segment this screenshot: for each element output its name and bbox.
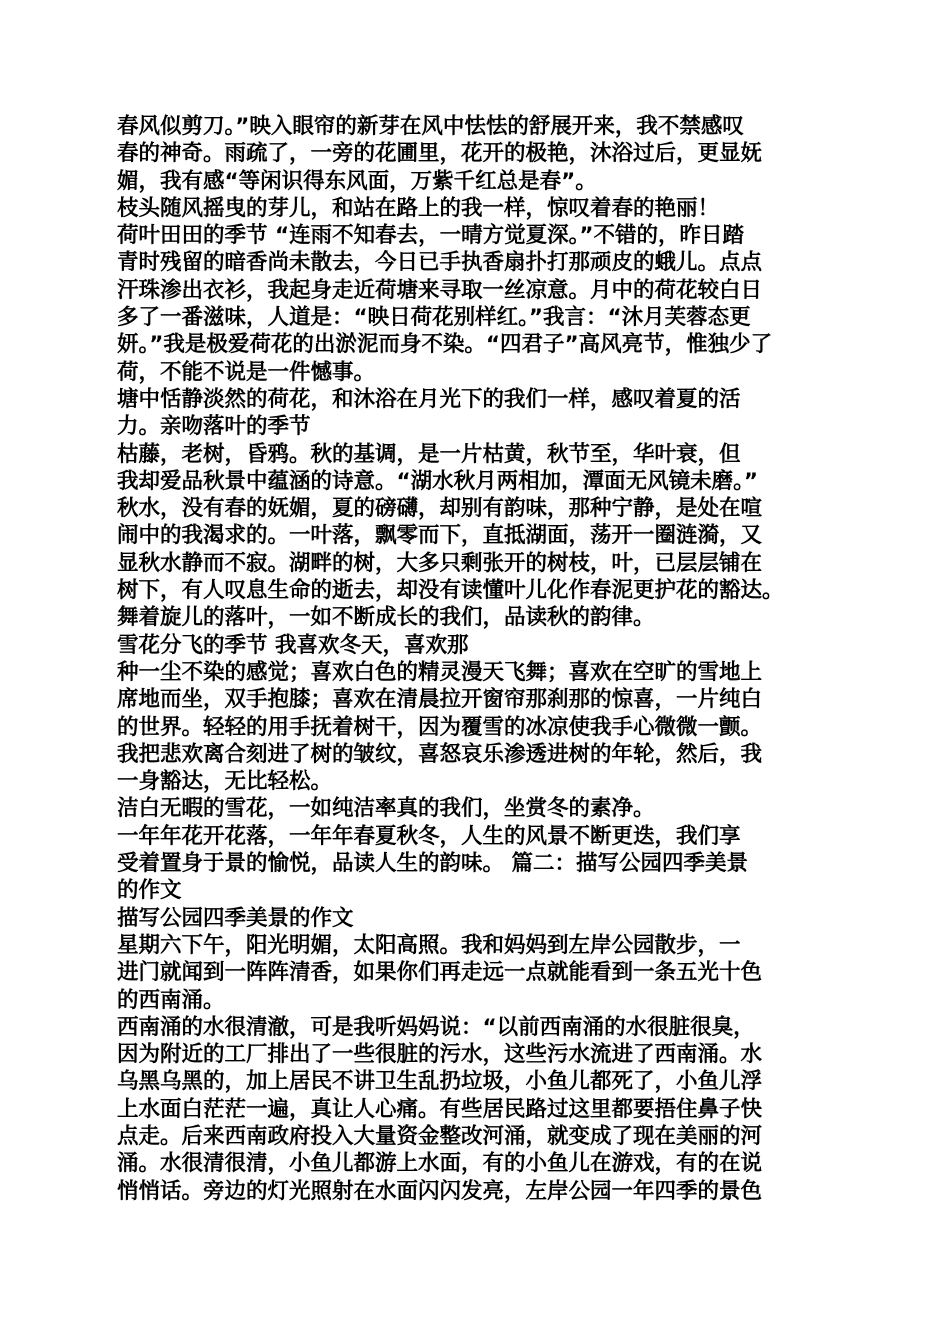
document-body [117, 113, 845, 1205]
text-line: 受着置身于景的愉悦，品读人生的韵味。 篇二：描写公园四季美景 [117, 851, 748, 877]
text-line: 荷，不能不说是一件憾事。 [117, 359, 376, 385]
text-line: 荷叶田田的季节 “连雨不知春去，一晴方觉夏深。”不错的，昨日踏 [117, 223, 744, 249]
text-line: 媚，我有感“等闲识得东风面，万紫千红总是春”。 [117, 168, 597, 194]
text-line: 席地而坐，双手抱膝；喜欢在清晨拉开窗帘那刹那的惊喜，一片纯白 [117, 687, 763, 713]
text-line: 舞着旋儿的落叶，一如不断成长的我们，品读秋的韵律。 [117, 605, 655, 631]
text-line: 树下，有人叹息生命的逝去，却没有读懂叶儿化作春泥更护花的豁达。 [117, 578, 784, 604]
text-line: 悄悄话。旁边的灯光照射在水面闪闪发亮，左岸公园一年四季的景色 [117, 1178, 763, 1204]
text-line: 秋水，没有春的妩媚，夏的磅礴，却别有韵味，那种宁静，是处在喧 [117, 496, 763, 522]
text-line: 因为附近的工厂排出了一些很脏的污水，这些污水流进了西南涌。水 [117, 1042, 763, 1068]
text-line: 星期六下午，阳光明媚，太阳高照。我和妈妈到左岸公园散步，一 [117, 932, 741, 958]
text-line: 进门就闻到一阵阵清香，如果你们再走远一点就能看到一条五光十色 [117, 960, 763, 986]
text-line: 枯藤，老树，昏鸦。秋的基调，是一片枯黄，秋节至，华叶衰，但 [117, 441, 741, 467]
text-line: 青时残留的暗香尚未散去，今日已手执香扇扑打那顽皮的蛾儿。点点 [117, 250, 763, 276]
text-line: 雪花分飞的季节 我喜欢冬天，喜欢那 [117, 632, 469, 658]
text-line: 一年年花开花落，一年年春夏秋冬，人生的风景不断更迭，我们享 [117, 823, 741, 849]
text-line: 春的神奇。雨疏了，一旁的花圃里，花开的极艳，沐浴过后，更显妩 [117, 141, 763, 167]
text-line: 的世界。轻轻的用手抚着树干，因为覆雪的冰凉使我手心微微一颤。 [117, 714, 763, 740]
text-line: 春风似剪刀。”映入眼帘的新芽在风中怯怯的舒展开来，我不禁感叹 [117, 114, 744, 139]
text-line: 种一尘不染的感觉；喜欢白色的精灵漫天飞舞；喜欢在空旷的雪地上 [117, 659, 763, 685]
text-line: 的作文 [117, 878, 182, 904]
text-line: 上水面白茫茫一遍，真让人心痛。有些居民路过这里都要捂住鼻子快 [117, 1096, 763, 1122]
text-line: 一身豁达，无比轻松。 [117, 769, 333, 795]
text-line: 闹中的我渴求的。一叶落，飘零而下，直抵湖面，荡开一圈涟漪，又 [117, 523, 763, 549]
text-line: 的西南涌。 [117, 987, 225, 1013]
text-line: 我却爱品秋景中蕴涵的诗意。“湖水秋月两相加，潭面无风镜未磨。” [117, 468, 759, 494]
text-line: 西南涌的水很清澈，可是我听妈妈说：“以前西南涌的水很脏很臭， [117, 1014, 755, 1040]
text-line: 枝头随风摇曳的芽儿，和站在路上的我一样，惊叹着春的艳丽！ [117, 195, 720, 221]
text-line: 妍。”我是极爱荷花的出淤泥而身不染。“四君子”高风亮节，惟独少了 [117, 332, 773, 358]
text-line: 描写公园四季美景的作文 [117, 905, 354, 931]
text-line: 塘中恬静淡然的荷花，和沐浴在月光下的我们一样，感叹着夏的活 [117, 386, 741, 412]
text-line: 力。亲吻落叶的季节 [117, 414, 311, 440]
text-line: 乌黑乌黑的，加上居民不讲卫生乱扔垃圾，小鱼儿都死了，小鱼儿浮 [117, 1069, 763, 1095]
text-line: 汗珠渗出衣衫，我起身走近荷塘来寻取一丝凉意。月中的荷花较白日 [117, 277, 763, 303]
text-line: 涌。水很清很清，小鱼儿都游上水面，有的小鱼儿在游戏，有的在说 [117, 1151, 763, 1177]
text-line: 点走。后来西南政府投入大量资金整改河涌，就变成了现在美丽的河 [117, 1123, 763, 1149]
text-line: 我把悲欢离合刻进了树的皱纹，喜怒哀乐渗透进树的年轮，然后，我 [117, 741, 763, 767]
text-line: 洁白无暇的雪花，一如纯洁率真的我们，坐赏冬的素净。 [117, 796, 655, 822]
text-line: 显秋水静而不寂。湖畔的树，大多只剩张开的树枝，叶，已层层铺在 [117, 550, 763, 576]
text-line: 多了一番滋味，人道是：“映日荷花别样红。”我言：“沐月芙蓉态更 [117, 305, 751, 331]
